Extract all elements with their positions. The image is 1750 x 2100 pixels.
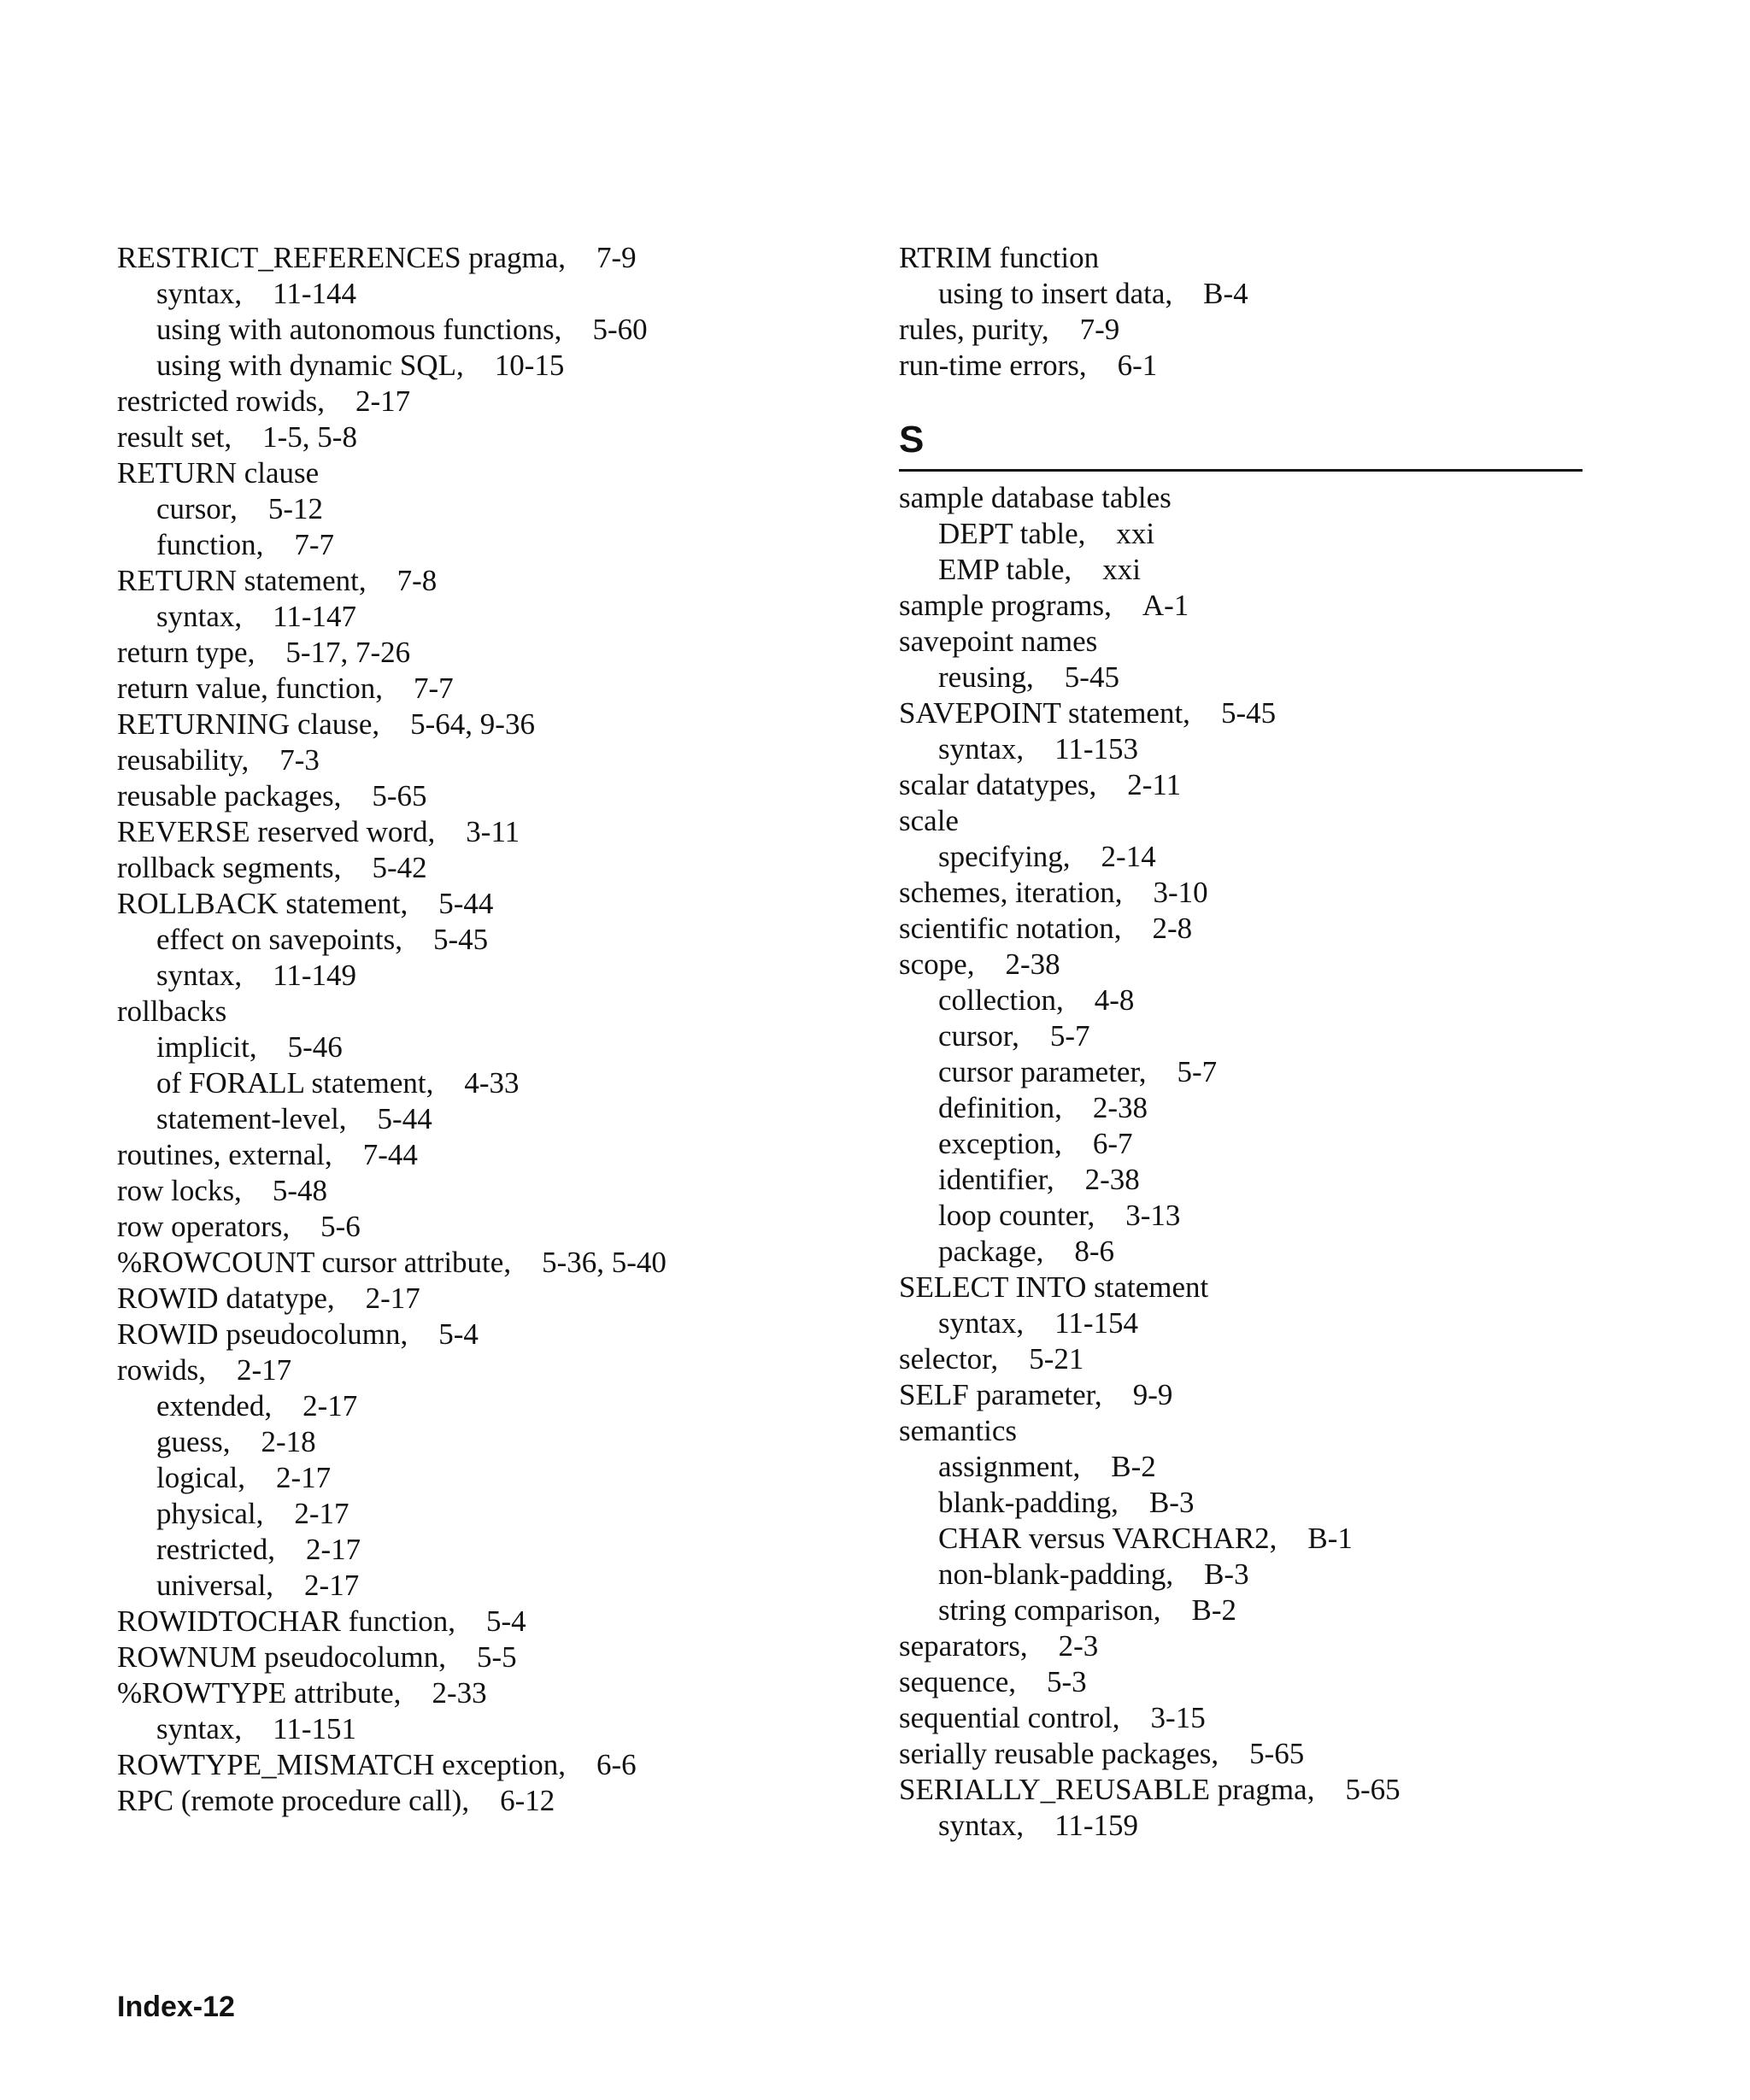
- index-subentry: [117, 1496, 869, 1532]
- index-term: SELF parameter,: [899, 1378, 1102, 1411]
- index-term: RESTRICT_REFERENCES pragma,: [117, 241, 566, 274]
- index-term: RTRIM function: [899, 241, 1100, 274]
- index-subentry: [117, 958, 869, 994]
- index-subentry: [899, 1521, 1600, 1557]
- index-page-refs: B-1: [1307, 1522, 1353, 1555]
- index-subentry: [117, 1065, 869, 1101]
- index-subentry: [899, 1449, 1600, 1485]
- index-subentry: [899, 516, 1600, 552]
- index-term: %ROWTYPE attribute,: [117, 1676, 402, 1710]
- section-rule: [899, 469, 1583, 472]
- index-page-refs: 2-18: [261, 1425, 316, 1458]
- index-entry: [899, 624, 1600, 660]
- index-page-refs: 7-3: [279, 743, 320, 777]
- index-page-refs: 5-65: [1249, 1737, 1305, 1770]
- index-term: run-time errors,: [899, 349, 1087, 382]
- index-page-refs: 10-15: [494, 349, 565, 382]
- index-page-refs: 5-46: [287, 1030, 343, 1064]
- index-subentry: [117, 1388, 869, 1424]
- index-term: using to insert data,: [938, 277, 1173, 310]
- index-page-refs: 5-7: [1177, 1055, 1218, 1088]
- index-subentry: [117, 312, 869, 348]
- index-term: semantics: [899, 1414, 1018, 1447]
- index-page-refs: B-2: [1111, 1450, 1156, 1483]
- index-page-refs: 5-6: [320, 1210, 361, 1243]
- index-entry: [117, 563, 869, 599]
- index-page-refs: 2-3: [1058, 1629, 1099, 1663]
- index-page-refs: 3-13: [1125, 1199, 1181, 1232]
- index-subentry: [117, 1711, 869, 1747]
- index-term: non-blank-padding,: [938, 1557, 1174, 1591]
- index-page-refs: B-3: [1148, 1486, 1195, 1519]
- index-entry: [117, 707, 869, 742]
- index-entry: [117, 778, 869, 814]
- index-page-refs: 5-65: [1345, 1773, 1401, 1806]
- index-entry: [117, 1640, 869, 1675]
- index-term: syntax,: [156, 600, 243, 633]
- index-page-refs: 7-44: [362, 1138, 418, 1171]
- index-page-refs: 7-7: [414, 672, 454, 705]
- index-entry: [899, 1772, 1600, 1808]
- index-entry: [899, 1413, 1600, 1449]
- index-page-refs: 6-6: [596, 1748, 637, 1781]
- section-heading-s: S: [899, 419, 925, 460]
- index-entry: [117, 1352, 869, 1388]
- index-page-refs: 2-38: [1005, 947, 1060, 981]
- index-page-refs: 2-8: [1152, 912, 1193, 945]
- index-page-refs: 11-151: [273, 1712, 356, 1745]
- index-term: implicit,: [156, 1030, 257, 1064]
- index-page-refs: 2-11: [1127, 768, 1182, 801]
- index-term: guess,: [156, 1425, 231, 1458]
- index-page-refs: 4-8: [1094, 983, 1135, 1017]
- index-entry: [899, 312, 1600, 348]
- index-entry: [117, 1173, 869, 1209]
- index-term: loop counter,: [938, 1199, 1095, 1232]
- index-term: schemes, iteration,: [899, 876, 1123, 909]
- index-term: blank-padding,: [938, 1486, 1119, 1519]
- index-term: rollbacks: [117, 994, 227, 1028]
- index-subentry: [899, 983, 1600, 1018]
- index-entry: [117, 886, 869, 922]
- index-page-refs: 4-33: [464, 1066, 520, 1100]
- index-term: syntax,: [938, 1809, 1025, 1842]
- index-term: RETURN statement,: [117, 564, 367, 597]
- index-page-refs: A-1: [1142, 589, 1189, 622]
- index-term: row operators,: [117, 1210, 291, 1243]
- index-subentry: [899, 1808, 1600, 1844]
- index-subentry: [117, 1460, 869, 1496]
- index-term: restricted rowids,: [117, 384, 325, 418]
- index-subentry: [899, 731, 1600, 767]
- index-term: syntax,: [156, 959, 243, 992]
- index-term: ROWTYPE_MISMATCH exception,: [117, 1748, 566, 1781]
- index-subentry: [899, 276, 1600, 312]
- index-term: separators,: [899, 1629, 1028, 1663]
- index-subentry: [117, 527, 869, 563]
- index-subentry: [117, 1532, 869, 1568]
- index-term: collection,: [938, 983, 1064, 1017]
- index-term: result set,: [117, 420, 232, 454]
- index-subentry: [117, 348, 869, 384]
- index-term: reusable packages,: [117, 779, 342, 812]
- index-page-refs: 2-17: [294, 1497, 349, 1530]
- index-term: SAVEPOINT statement,: [899, 696, 1190, 730]
- index-term: sequential control,: [899, 1701, 1120, 1734]
- index-term: scope,: [899, 947, 975, 981]
- index-subentry: [899, 660, 1600, 695]
- index-page-refs: 2-17: [365, 1282, 420, 1315]
- index-term: syntax,: [938, 732, 1025, 766]
- index-subentry: [899, 1234, 1600, 1270]
- index-entry: [117, 1317, 869, 1352]
- index-page-refs: 2-14: [1101, 840, 1156, 873]
- index-term: definition,: [938, 1091, 1062, 1124]
- index-term: specifying,: [938, 840, 1071, 873]
- index-entry: [899, 695, 1600, 731]
- index-group-s: [899, 480, 1600, 1844]
- index-term: universal,: [156, 1569, 274, 1602]
- index-subentry: [899, 1162, 1600, 1198]
- index-entry: [899, 240, 1600, 276]
- index-page-refs: 5-3: [1047, 1665, 1087, 1698]
- index-page-refs: 7-8: [396, 564, 438, 597]
- index-page-refs: 2-17: [305, 1533, 361, 1566]
- index-entry: [117, 455, 869, 491]
- index-subentry: [899, 1485, 1600, 1521]
- index-subentry: [117, 491, 869, 527]
- index-subentry: [899, 552, 1600, 588]
- index-term: statement-level,: [156, 1102, 347, 1135]
- index-term: extended,: [156, 1389, 273, 1422]
- index-page-refs: xxi: [1116, 517, 1155, 550]
- index-term: logical,: [156, 1461, 245, 1494]
- index-entry: [117, 1245, 869, 1281]
- index-term: serially reusable packages,: [899, 1737, 1219, 1770]
- index-page-refs: 11-153: [1054, 732, 1138, 766]
- index-entry: [117, 384, 869, 419]
- index-page-refs: 2-33: [432, 1676, 487, 1710]
- index-subentry: [117, 1029, 869, 1065]
- index-term: string comparison,: [938, 1593, 1161, 1627]
- index-term: %ROWCOUNT cursor attribute,: [117, 1246, 512, 1279]
- index-page-refs: 5-44: [438, 887, 494, 920]
- index-entry: [117, 1783, 869, 1819]
- index-term: ROLLBACK statement,: [117, 887, 408, 920]
- index-entry: [117, 671, 869, 707]
- index-page-refs: 2-17: [355, 384, 411, 418]
- index-subentry: [117, 1568, 869, 1604]
- index-entry: [899, 1736, 1600, 1772]
- index-subentry: [899, 839, 1600, 875]
- index-page-refs: 7-9: [1079, 313, 1120, 346]
- index-page-refs: 3-10: [1153, 876, 1208, 909]
- index-term: EMP table,: [938, 553, 1072, 586]
- index-entry: [117, 1747, 869, 1783]
- index-term: return value, function,: [117, 672, 384, 705]
- index-term: ROWNUM pseudocolumn,: [117, 1640, 446, 1674]
- index-entry: [117, 994, 869, 1029]
- index-column-left: [117, 240, 869, 1819]
- index-page-refs: 6-7: [1092, 1127, 1133, 1160]
- index-term: sequence,: [899, 1665, 1017, 1698]
- index-term: return type,: [117, 636, 255, 669]
- index-term: identifier,: [938, 1163, 1054, 1196]
- index-term: SELECT INTO statement: [899, 1270, 1209, 1304]
- index-term: cursor,: [938, 1019, 1019, 1053]
- index-page-refs: 2-38: [1084, 1163, 1140, 1196]
- index-entry: [899, 803, 1600, 839]
- index-subentry: [117, 1424, 869, 1460]
- index-page-refs: 5-60: [592, 313, 648, 346]
- index-subentry: [899, 1593, 1600, 1628]
- index-term: RETURN clause: [117, 456, 320, 490]
- index-page-refs: 11-154: [1054, 1306, 1138, 1340]
- index-term: package,: [938, 1235, 1044, 1268]
- index-term: assignment,: [938, 1450, 1081, 1483]
- index-page-refs: 5-5: [476, 1640, 517, 1674]
- index-page-refs: xxi: [1102, 553, 1141, 586]
- index-entry: [117, 419, 869, 455]
- index-page-refs: 5-45: [433, 923, 489, 956]
- index-entry: [117, 240, 869, 276]
- index-term: DEPT table,: [938, 517, 1086, 550]
- index-entry: [899, 480, 1600, 516]
- index-entry: [899, 911, 1600, 947]
- index-entry: [899, 1377, 1600, 1413]
- index-subentry: [899, 1557, 1600, 1593]
- index-entry: [899, 588, 1600, 624]
- index-term: syntax,: [938, 1306, 1025, 1340]
- index-term: rules, purity,: [899, 313, 1049, 346]
- index-term: ROWID datatype,: [117, 1282, 335, 1315]
- index-term: of FORALL statement,: [156, 1066, 434, 1100]
- index-term: using with dynamic SQL,: [156, 349, 464, 382]
- index-page-refs: 2-17: [237, 1353, 292, 1387]
- index-page-refs: 5-4: [486, 1604, 526, 1638]
- index-page-refs: 5-21: [1029, 1342, 1084, 1376]
- index-term: physical,: [156, 1497, 264, 1530]
- index-entry: [899, 1341, 1600, 1377]
- index-page-refs: 2-17: [304, 1569, 360, 1602]
- index-page-refs: 5-64, 9-36: [410, 707, 535, 741]
- index-page-refs: 2-17: [302, 1389, 358, 1422]
- index-term: using with autonomous functions,: [156, 313, 562, 346]
- index-page-refs: 5-65: [372, 779, 427, 812]
- index-term: CHAR versus VARCHAR2,: [938, 1522, 1277, 1555]
- index-page-refs: 3-11: [466, 815, 520, 848]
- index-entry: [117, 1281, 869, 1317]
- index-page-refs: 11-147: [273, 600, 356, 633]
- index-subentry: [899, 1305, 1600, 1341]
- index-term: reusability,: [117, 743, 250, 777]
- index-term: effect on savepoints,: [156, 923, 403, 956]
- index-term: scientific notation,: [899, 912, 1122, 945]
- index-page-refs: 6-1: [1117, 349, 1158, 382]
- index-term: routines, external,: [117, 1138, 332, 1171]
- index-page-refs: 5-12: [267, 492, 323, 525]
- index-page-refs: 7-7: [294, 528, 335, 561]
- index-entry: [899, 1700, 1600, 1736]
- index-page-refs: 3-15: [1150, 1701, 1206, 1734]
- index-group-r: [899, 240, 1600, 384]
- index-page-refs: 5-42: [372, 851, 427, 884]
- index-page-refs: 8-6: [1074, 1235, 1115, 1268]
- index-page-refs: 2-17: [276, 1461, 332, 1494]
- index-term: rollback segments,: [117, 851, 342, 884]
- index-entry: [899, 1664, 1600, 1700]
- index-term: scale: [899, 804, 959, 837]
- index-entry: [117, 850, 869, 886]
- index-entry: [117, 814, 869, 850]
- index-page-refs: 5-4: [438, 1317, 479, 1351]
- index-subentry: [117, 599, 869, 635]
- index-page-refs: 9-9: [1132, 1378, 1173, 1411]
- page-number-label: Index-12: [117, 1991, 235, 2023]
- index-page-refs: 11-149: [273, 959, 356, 992]
- index-page-refs: 2-38: [1092, 1091, 1148, 1124]
- index-subentry: [117, 1101, 869, 1137]
- index-entry: [117, 1137, 869, 1173]
- index-page-refs: B-3: [1204, 1557, 1249, 1591]
- index-page-refs: B-4: [1203, 277, 1248, 310]
- index-term: RETURNING clause,: [117, 707, 380, 741]
- index-subentry: [117, 922, 869, 958]
- index-page-refs: 7-9: [596, 241, 637, 274]
- index-entry: [899, 1270, 1600, 1305]
- index-subentry: [899, 1018, 1600, 1054]
- index-subentry: [899, 1054, 1600, 1090]
- index-entry: [899, 1628, 1600, 1664]
- index-page-refs: 5-44: [377, 1102, 432, 1135]
- index-term: sample programs,: [899, 589, 1112, 622]
- index-subentry: [117, 276, 869, 312]
- index-term: cursor,: [156, 492, 238, 525]
- index-term: row locks,: [117, 1174, 242, 1207]
- index-term: ROWID pseudocolumn,: [117, 1317, 408, 1351]
- index-term: cursor parameter,: [938, 1055, 1147, 1088]
- index-term: selector,: [899, 1342, 999, 1376]
- index-page-refs: 5-48: [272, 1174, 327, 1207]
- index-entry: [899, 947, 1600, 983]
- index-term: sample database tables: [899, 481, 1172, 514]
- index-entry: [899, 348, 1600, 384]
- index-entry: [117, 742, 869, 778]
- index-entry: [117, 1209, 869, 1245]
- index-page-refs: 11-144: [273, 277, 356, 310]
- index-page-refs: 5-17, 7-26: [285, 636, 411, 669]
- index-page-refs: 5-36, 5-40: [542, 1246, 667, 1279]
- index-term: rowids,: [117, 1353, 207, 1387]
- index-entry: [899, 875, 1600, 911]
- index-entry: [117, 1604, 869, 1640]
- index-page-refs: B-2: [1191, 1593, 1237, 1627]
- index-term: function,: [156, 528, 264, 561]
- index-term: exception,: [938, 1127, 1062, 1160]
- index-page-refs: 1-5, 5-8: [262, 420, 357, 454]
- index-page-refs: 6-12: [500, 1784, 555, 1817]
- index-page-refs: 11-159: [1054, 1809, 1138, 1842]
- index-term: syntax,: [156, 277, 243, 310]
- index-term: restricted,: [156, 1533, 275, 1566]
- index-term: scalar datatypes,: [899, 768, 1097, 801]
- index-term: syntax,: [156, 1712, 243, 1745]
- index-column-right: [899, 240, 1600, 1844]
- index-term: REVERSE reserved word,: [117, 815, 436, 848]
- index-entry: [117, 635, 869, 671]
- index-term: RPC (remote procedure call),: [117, 1784, 470, 1817]
- index-term: ROWIDTOCHAR function,: [117, 1604, 455, 1638]
- index-term: savepoint names: [899, 625, 1098, 658]
- index-subentry: [899, 1090, 1600, 1126]
- index-term: SERIALLY_REUSABLE pragma,: [899, 1773, 1315, 1806]
- index-subentry: [899, 1126, 1600, 1162]
- index-page-refs: 5-45: [1064, 660, 1119, 694]
- index-entry: [899, 767, 1600, 803]
- index-page-refs: 5-7: [1049, 1019, 1090, 1053]
- index-page-refs: 5-45: [1220, 696, 1277, 730]
- index-subentry: [899, 1198, 1600, 1234]
- index-term: reusing,: [938, 660, 1034, 694]
- index-entry: [117, 1675, 869, 1711]
